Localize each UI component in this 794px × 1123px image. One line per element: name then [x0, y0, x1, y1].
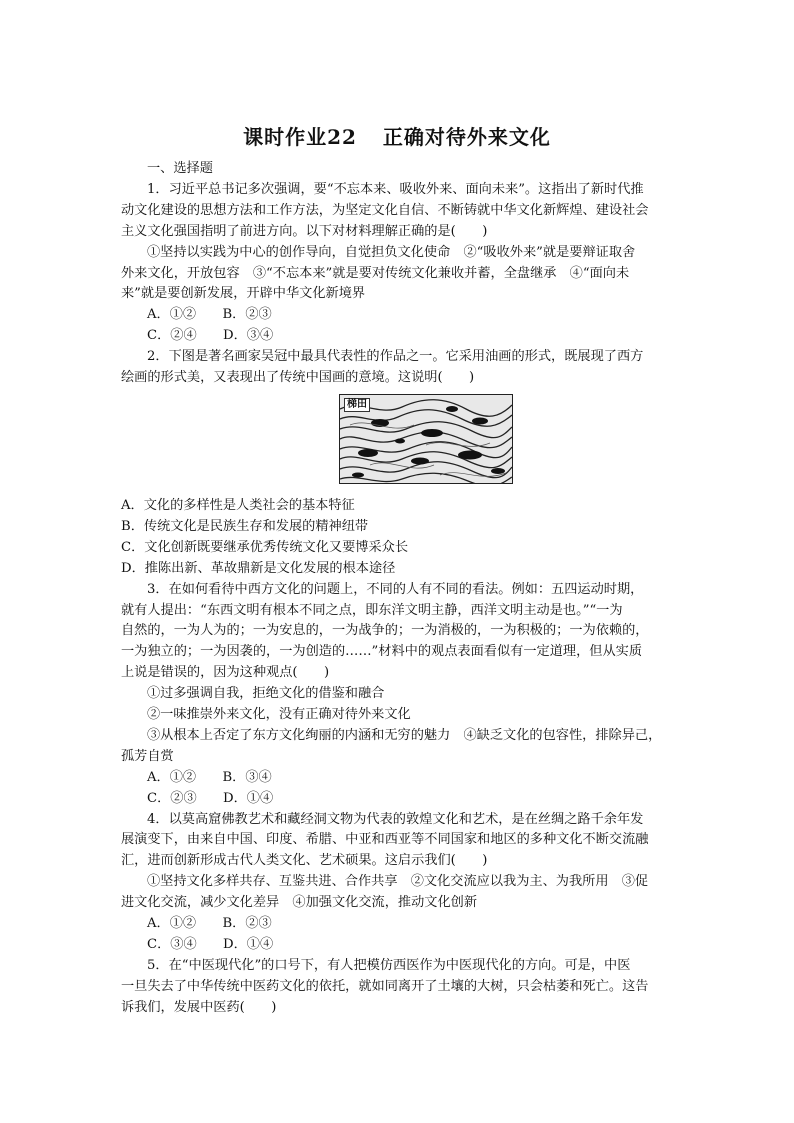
- title-lesson-number: 课时作业22: [243, 125, 357, 149]
- question-4-options: C．③④ D．①④: [147, 937, 274, 952]
- question-1-options: A．①② B．②③: [147, 307, 272, 323]
- question-3-line: 一为独立的；一为因袭的，一为创造的……”材料中的观点表面看似有一定道理，但从实质: [121, 644, 643, 660]
- question-3-line: 3．在如何看待中西方文化的问题上，不同的人有不同的看法。例如：五四运动时期，: [147, 581, 644, 597]
- question-2-option: D．推陈出新、革故鼎新是文化发展的根本途径: [121, 560, 396, 576]
- question-1-statement-line: 外来文化，开放包容 ③“不忘本来”就是要对传统文化兼收并蓄，全盘继承 ④“面向未: [121, 265, 630, 281]
- question-4-options: A．①② B．②③: [147, 916, 272, 932]
- question-3-options: C．②③ D．①④: [147, 790, 274, 806]
- page-title: [0, 121, 794, 150]
- question-4-line: 汇，进而创新形成古代人类文化、艺术硕果。这启示我们( ): [121, 853, 488, 869]
- title-topic: 正确对待外来文化: [382, 125, 551, 149]
- question-3-statement-line: ③从根本上否定了东方文化绚丽的内涵和无穷的魅力 ④缺乏文化的包容性，排除异己，: [147, 727, 662, 743]
- question-1-line: 1．习近平总书记多次强调，要“不忘本来、吸收外来、面向未来”。这指出了新时代推: [147, 181, 644, 197]
- question-3-line: 自然的，一为人为的；一为安息的，一为战争的；一为消极的，一为积极的；一为依赖的，: [121, 623, 649, 639]
- question-4-line: 4．以莫高窟佛教艺术和藏经洞文物为代表的敦煌文化和艺术，是在丝绸之路千余年发: [147, 811, 644, 827]
- question-3-line: 就有人提出：“东西文明有根本不同之点，即东洋文明主静，西洋文明主动是也。”“一为: [121, 602, 623, 618]
- question-2-option: B．传统文化是民族生存和发展的精神纽带: [121, 518, 369, 534]
- question-4-statement-line: 进文化交流，减少文化差异 ④加强文化交流，推动文化创新: [121, 895, 478, 911]
- question-2-line: 2．下图是著名画家吴冠中最具代表性的作品之一。它采用油画的形式，既展现了西方: [147, 349, 644, 365]
- question-3-statement-line: ①过多强调自我，拒绝文化的借鉴和融合: [147, 686, 385, 702]
- question-3-line: 上说是错误的，因为这种观点( ): [121, 665, 330, 681]
- question-4: [121, 810, 657, 956]
- question-5-line: 5．在“中医现代化”的口号下，有人把模仿西医作为中医现代化的方向。可是，中医: [147, 957, 631, 973]
- question-1-line: 主义文化强国指明了前进方向。以下对材料理解正确的是( ): [121, 223, 488, 239]
- question-5-line: 诉我们，发展中医药( ): [121, 999, 277, 1015]
- question-5: [121, 956, 657, 1019]
- question-2: [121, 347, 657, 579]
- question-2-option: A．文化的多样性是人类社会的基本特征: [121, 497, 355, 513]
- question-2-option: C．文化创新既要继承优秀传统文化又要博采众长: [121, 539, 409, 555]
- painting-caption: 梯田: [344, 398, 370, 412]
- question-3-statement-line: ②一味推崇外来文化，没有正确对待外来文化: [147, 707, 411, 723]
- question-4-line: 展演变下，由来自中国、印度、希腊、中亚和西亚等不同国家和地区的多种文化不断交流融: [121, 832, 649, 848]
- question-4-statement-line: ①坚持文化多样共存、互鉴共进、合作共享 ②文化交流应以我为主、为我所用 ③促: [147, 874, 649, 890]
- question-1-line: 动文化建设的思想方法和工作方法，为坚定文化自信、不断铸就中华文化新辉煌、建设社会: [121, 202, 649, 218]
- question-1: [121, 180, 657, 347]
- question-5-line: 一旦失去了中华传统中医药文化的依托，就如同离开了土壤的大树，只会枯萎和死亡。这告: [121, 978, 649, 994]
- question-3: [121, 580, 662, 810]
- question-3-statement-line: 孤芳自赏: [121, 748, 174, 764]
- question-2-line: 绘画的形式美，又表现出了传统中国画的意境。这说明( ): [121, 370, 475, 386]
- question-1-options: C．②④ D．③④: [147, 328, 274, 344]
- question-1-statement-line: 来”就是要创新发展，开辟中华文化新境界: [121, 286, 366, 302]
- question-3-options: A．①② B．③④: [147, 769, 272, 785]
- document-body: [121, 159, 662, 1019]
- section-heading: 一、选择题: [147, 161, 213, 176]
- question-1-statement-line: ①坚持以实践为中心的创作导向，自觉担负文化使命 ②“吸收外来”就是要辩证取舍: [147, 244, 636, 260]
- painting-figure: [339, 394, 513, 484]
